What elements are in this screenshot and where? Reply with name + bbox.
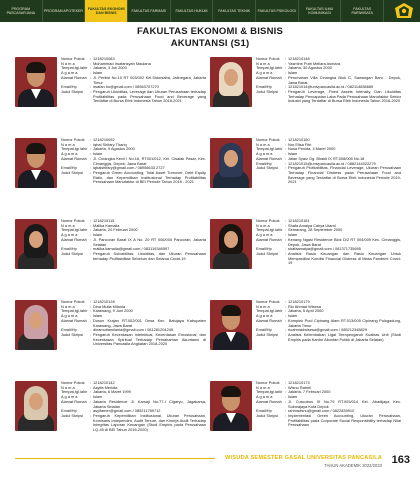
field-value-nama: Nur Elisa Fitri — [288, 141, 312, 147]
field-colon: : — [285, 137, 287, 142]
field-label: Alamat Rumah — [256, 317, 282, 323]
info-line-judul — [256, 166, 401, 185]
field-colon: : — [90, 222, 92, 228]
field-value-nama: Dina Mutia Milania — [93, 303, 126, 309]
graduate-card — [15, 138, 210, 219]
field-value-judul: Pengaruh Green Accounting, Total Asset Turnover, Debt Equity Ratio, dan Kepemilikan Institusional Terhadap Profitabilitas Perusahaan Manufaktur di BEI Periode Tahun 2018 - 2021 — [93, 169, 206, 185]
field-value-ttl: Jakarta, 20 Februari 2000 — [93, 227, 138, 233]
field-colon: : — [285, 155, 287, 161]
field-colon: : — [285, 74, 287, 80]
field-colon: : — [285, 146, 287, 152]
graduate-card — [15, 381, 210, 462]
field-value-nim: 1218210128 — [93, 299, 115, 304]
field-label: Tempat,tgl.lahir — [256, 389, 283, 395]
field-colon: : — [90, 146, 92, 152]
field-colon: : — [285, 313, 287, 319]
graduate-photo — [210, 300, 252, 350]
field-value-alamat: Jalan Syaiz Gg. Bhakti IX RT.008/005 No.18 — [288, 155, 365, 161]
field-colon: : — [90, 218, 92, 223]
graduate-card — [210, 219, 405, 300]
nav-item-4[interactable]: FAKULTAS HUKUM — [171, 0, 214, 22]
field-colon: : — [285, 303, 287, 309]
nav-item-7[interactable]: FAKULTAS ILMU KOMUNIKASI — [299, 0, 342, 22]
graduate-photo — [210, 57, 252, 107]
field-value-nim: 1218210150 — [288, 137, 310, 142]
field-label: Alamat Rumah — [61, 236, 87, 242]
graduate-info — [61, 381, 206, 462]
card-row — [15, 57, 405, 138]
field-colon: : — [90, 227, 92, 233]
graduate-photo — [15, 381, 57, 431]
field-colon: : — [90, 308, 92, 314]
field-label: N a m a — [61, 222, 75, 228]
field-value-email: irsafan.hu@gmail.com / 08563707270 — [93, 84, 159, 90]
field-colon: : — [285, 236, 287, 242]
field-label: Tempat,tgl.lahir — [256, 65, 283, 71]
field-label: Tempat,tgl.lahir — [256, 146, 283, 152]
field-colon: : — [90, 384, 92, 390]
field-value-email: shafaamalya@gmail.com / 081371735695 — [288, 246, 361, 252]
card-row — [15, 138, 405, 219]
info-line-judul — [256, 333, 401, 342]
graduate-info — [256, 138, 401, 219]
field-value-email: rahmiwisnu@gmail.com / 0822835910 — [288, 408, 355, 414]
page-footer — [0, 452, 420, 480]
field-label: N a m a — [256, 141, 270, 147]
info-line-judul — [256, 252, 401, 266]
field-label: Judul Skripsi — [256, 165, 279, 171]
field-colon: : — [90, 60, 92, 66]
field-value-agama: Islam — [288, 232, 298, 238]
info-line-judul — [61, 252, 206, 261]
field-label: Email/Hp — [61, 246, 77, 252]
field-label: Nomor Pokok — [61, 218, 85, 223]
field-value-email: 121821015@univpancasila.ac.id / 0882144022279 — [288, 160, 376, 166]
graduate-info — [61, 138, 206, 219]
graduate-photo — [15, 300, 57, 350]
graduate-info — [256, 381, 401, 462]
field-label: Nomor Pokok — [256, 137, 280, 142]
field-value-ttl: Jakarta, 3 Juli 2000 — [93, 65, 127, 71]
field-colon: : — [90, 317, 92, 323]
field-label: Judul Skripsi — [256, 412, 279, 418]
field-colon: : — [285, 308, 287, 314]
field-value-nama: Malika Kamalia — [93, 222, 120, 228]
field-value-email: 121821014@univpancasila.ac.id / 082114836689 — [288, 84, 374, 90]
field-label: Email/Hp — [256, 246, 272, 252]
info-line-judul — [256, 90, 401, 104]
field-value-alamat: Jl. Cuscubus III No.79 RT.005/014 Kel. Abadijaya Kec. Sukmajaya Kota Depok — [288, 398, 401, 409]
field-value-nama: Asyifa Meridia — [93, 384, 118, 390]
field-value-nim: 1218210083 — [93, 56, 115, 61]
field-value-email: asyifamer@gmail.com / 085211789712 — [93, 408, 161, 414]
page-number: 163 — [391, 454, 410, 466]
field-value-nama: Muhammad Irsafansyah Maulana — [93, 60, 151, 66]
field-value-agama: Islam — [93, 232, 103, 238]
field-label: Judul Skripsi — [256, 331, 279, 337]
field-label: Nomor Pokok — [61, 299, 85, 304]
field-label: A g a m a — [61, 70, 78, 76]
field-colon: : — [285, 394, 287, 400]
field-colon: : — [90, 56, 92, 61]
field-label: Email/Hp — [256, 327, 272, 333]
graduate-info — [61, 300, 206, 381]
field-label: Tempat,tgl.lahir — [61, 227, 88, 233]
field-value-nama: Wisnu Rahmi — [288, 384, 312, 390]
field-label: Nomor Pokok — [61, 380, 85, 385]
field-colon: : — [90, 88, 92, 94]
footer-divider — [15, 458, 215, 459]
field-value-alamat: Jl. Cinangka Kecil I No.16, RT001/012, Kel. Cisalak Pasar, Kec. Cimanggis, Depok, Jawa Barat — [93, 155, 206, 166]
field-label: Email/Hp — [256, 408, 272, 414]
graduate-info — [256, 300, 401, 381]
field-label: Nomor Pokok — [256, 218, 280, 223]
field-value-agama: Islam — [288, 394, 298, 400]
field-colon: : — [285, 412, 287, 418]
field-label: Alamat Rumah — [256, 74, 282, 80]
graduate-info — [256, 57, 401, 138]
info-line-judul — [256, 414, 401, 428]
field-colon: : — [285, 232, 287, 238]
field-value-judul: Pengaruh Kepemilikan Institusional, Ukuran Perusahaan, Komisaris Independen, Audit Tenure, dan Kinerja Audit Terhadap Integritas Laporan Keuangan (Studi Empiris pada Perusahaan LQ-45 di BEI Tahun 2016-2020) — [93, 412, 206, 433]
field-value-ttl: Nusa Penida, 4 Maret 2000 — [288, 146, 336, 152]
field-label: A g a m a — [256, 232, 273, 238]
field-value-nama: Iqbal Shifary Thariq — [93, 141, 127, 147]
field-colon: : — [90, 155, 92, 161]
field-colon: : — [285, 250, 287, 256]
field-label: N a m a — [256, 222, 270, 228]
field-label: Tempat,tgl.lahir — [256, 227, 283, 233]
field-label: N a m a — [256, 303, 270, 309]
field-label: Email/Hp — [256, 160, 272, 166]
field-value-email: iqbalshifary@gmail.com / 08956633 2727 — [93, 165, 165, 171]
field-colon: : — [285, 65, 287, 71]
field-colon: : — [90, 313, 92, 319]
field-colon: : — [285, 222, 287, 228]
field-label: A g a m a — [256, 70, 273, 76]
field-label: Alamat Rumah — [61, 155, 87, 161]
info-line-judul — [61, 90, 206, 104]
field-colon: : — [285, 88, 287, 94]
info-line-judul — [61, 414, 206, 433]
field-value-judul: Pengaruh Kecerdasan Intelektual, Kecerdasan Emosional, dan Kecerdasan Spiritual Terhadap Pemahaman Akuntansi di Universitas Pancasila Angkatan 2018-2020 — [93, 331, 206, 347]
field-colon: : — [285, 299, 287, 304]
field-value-agama: Islam — [93, 70, 103, 76]
field-value-ttl: Jakarta, 6 Maret 1999 — [93, 389, 131, 395]
card-row — [15, 381, 405, 462]
graduate-card — [210, 300, 405, 381]
field-value-agama: Islam — [288, 313, 298, 319]
field-colon: : — [285, 60, 287, 66]
field-label: Alamat Rumah — [256, 155, 282, 161]
field-label: Alamat Rumah — [256, 398, 282, 404]
field-label: A g a m a — [61, 232, 78, 238]
field-label: Judul Skripsi — [61, 331, 84, 337]
field-colon: : — [285, 218, 287, 223]
field-colon: : — [285, 246, 287, 252]
university-logo-icon — [394, 2, 414, 20]
card-row — [15, 219, 405, 300]
field-colon: : — [285, 398, 287, 404]
field-colon: : — [285, 160, 287, 166]
field-label: Nomor Pokok — [256, 56, 280, 61]
field-label: Judul Skripsi — [61, 250, 84, 256]
field-label: N a m a — [256, 60, 270, 66]
field-colon: : — [90, 412, 92, 418]
field-colon: : — [90, 246, 92, 252]
field-value-nim: 1218210115 — [93, 218, 115, 223]
info-line-judul — [61, 333, 206, 347]
field-label: Tempat,tgl.lahir — [61, 65, 88, 71]
program-title: AKUNTANSI (S1) — [170, 38, 250, 49]
graduate-photo — [210, 381, 252, 431]
field-label: A g a m a — [61, 151, 78, 157]
field-label: A g a m a — [61, 394, 78, 400]
field-colon: : — [285, 331, 287, 337]
footer-subtitle: TAHUN AKADEMIK 2022/2023 — [324, 463, 382, 468]
field-colon: : — [285, 141, 287, 147]
nav-item-0[interactable]: PROGRAM PASCASARJANA — [0, 0, 43, 22]
field-value-email: dinamutiamilania@gmail.com / 081281204245 — [93, 327, 174, 333]
field-value-nim: 1218210092 — [93, 137, 115, 142]
field-colon: : — [90, 408, 92, 414]
field-value-agama: Islam — [288, 151, 298, 157]
field-value-agama: Islam — [93, 151, 103, 157]
field-value-agama: Islam — [288, 70, 298, 76]
graduate-card — [210, 381, 405, 462]
field-value-ttl: Jakarta, 5 April 2000 — [288, 308, 324, 314]
field-value-nim: 1218210142 — [93, 380, 115, 385]
field-value-nim: 1218210179 — [288, 299, 310, 304]
top-navigation-bar — [0, 0, 420, 22]
field-colon: : — [90, 65, 92, 71]
field-label: Email/Hp — [61, 408, 77, 414]
field-colon: : — [90, 236, 92, 242]
field-label: Tempat,tgl.lahir — [61, 389, 88, 395]
field-label: N a m a — [61, 384, 75, 390]
graduate-card — [210, 138, 405, 219]
field-colon: : — [285, 151, 287, 157]
field-colon: : — [90, 327, 92, 333]
field-value-ttl: Jakarta, 7 Februari 2000 — [288, 389, 331, 395]
field-colon: : — [90, 299, 92, 304]
graduate-grid — [15, 57, 405, 462]
field-colon: : — [285, 84, 287, 90]
graduate-info — [61, 219, 206, 300]
graduate-card — [15, 219, 210, 300]
field-colon: : — [90, 389, 92, 395]
field-colon: : — [90, 394, 92, 400]
field-value-alamat: Kenang Ngasi Residence Blok D/2 RT 004/009 Kec. Cimanggis, Depok, Jawa Barat — [288, 236, 401, 247]
field-colon: : — [90, 250, 92, 256]
field-value-alamat: Jl. Pancoran Barat IX A No. 20 RT 006/004 Pancoran, Jakarta Selatan — [93, 236, 206, 247]
field-value-alamat: Jakarta Residence Jl. Karsaji No.77-I Cigaryo, Jagakarsa, Jakarta Selatan — [93, 398, 206, 409]
faculty-nav — [0, 0, 384, 22]
field-colon: : — [90, 70, 92, 76]
field-value-ttl: Jakarta, 30 Agustus 2000 — [288, 65, 332, 71]
graduate-photo — [15, 219, 57, 269]
field-value-ttl: Karawang, 9 Juni 2000 — [93, 308, 133, 314]
field-label: Email/Hp — [61, 165, 77, 171]
field-colon: : — [90, 232, 92, 238]
graduate-photo — [15, 57, 57, 107]
field-colon: : — [90, 303, 92, 309]
field-label: A g a m a — [256, 313, 273, 319]
graduate-card — [15, 300, 210, 381]
faculty-title: FAKULTAS EKONOMI & BISNIS — [136, 26, 284, 37]
field-label: Email/Hp — [61, 84, 77, 90]
nav-item-3[interactable]: FAKULTAS FARMASI — [128, 0, 171, 22]
field-label: Email/Hp — [256, 84, 272, 90]
field-label: Alamat Rumah — [256, 236, 282, 242]
field-colon: : — [90, 398, 92, 404]
field-label: Alamat Rumah — [61, 398, 87, 404]
field-label: Email/Hp — [61, 327, 77, 333]
field-label: Tempat,tgl.lahir — [61, 146, 88, 152]
field-label: Nomor Pokok — [61, 56, 85, 61]
field-value-judul: Analisis Rasio Keuangan dan Rasio Keuangan Untuk Memprediksi Kondisi Financial Distress di Masa Pandemi Covid-19 — [288, 250, 401, 266]
field-label: N a m a — [256, 384, 270, 390]
field-colon: : — [285, 317, 287, 323]
nav-item-1[interactable]: PROGRAM APOTEKER — [43, 0, 86, 22]
field-colon: : — [90, 74, 92, 80]
field-value-nama: Shafa Amalya Cahya Utami — [288, 222, 336, 228]
field-colon: : — [285, 380, 287, 385]
page-title — [0, 26, 420, 49]
graduate-photo — [15, 138, 57, 188]
field-value-email: rioahmadwisesa@gmail.com / 085212348829 — [288, 327, 367, 333]
graduate-photo — [210, 138, 252, 188]
field-colon: : — [285, 327, 287, 333]
field-label: Nomor Pokok — [256, 380, 280, 385]
field-colon: : — [90, 380, 92, 385]
field-label: A g a m a — [256, 394, 273, 400]
field-label: N a m a — [61, 141, 75, 147]
field-value-alamat: Jl. Pertiwi No.10 RT 003/002 Kel.Sidorsaba, Jatinegara, Jakarta Timur — [93, 74, 206, 85]
field-label: Judul Skripsi — [256, 250, 279, 256]
field-colon: : — [90, 169, 92, 175]
field-label: Nomor Pokok — [256, 299, 280, 304]
field-label: Alamat Rumah — [61, 317, 87, 323]
nav-item-5[interactable]: FAKULTAS TEKNIK — [213, 0, 256, 22]
field-label: Judul Skripsi — [61, 412, 84, 418]
field-value-judul: Implementasi Green Accounting, Ukuran Perusahaan, Profitabilitas pada Corporate Social Responsibility terhadap Nilai Perusahaan — [288, 412, 401, 428]
field-colon: : — [285, 70, 287, 76]
nav-item-6[interactable]: FAKULTAS PSIKOLOGI — [256, 0, 299, 22]
field-value-nim: 1218210181 — [288, 218, 310, 223]
card-row — [15, 300, 405, 381]
field-value-nim: 1218210148 — [288, 56, 310, 61]
nav-item-8[interactable]: FAKULTAS PARIWISATA — [341, 0, 384, 22]
field-value-email: malika.kamalia@gmail.com / 083119346597 — [93, 246, 170, 252]
field-label: N a m a — [61, 303, 75, 309]
field-label: A g a m a — [256, 151, 273, 157]
field-value-ttl: Jakarta, 9 Agustus 2000 — [93, 146, 135, 152]
field-value-judul: Pengaruh Leverage, Fixed Assets Intensity, Dan Likuiditas Terhadap Pencapaian Laba Pada Perusahaan Manufaktur Sektor Industri yang Terdaftar di Bursa Efek Indonesia Tahun 2016-2020 — [288, 88, 401, 104]
field-colon: : — [90, 137, 92, 142]
field-colon: : — [90, 151, 92, 157]
field-colon: : — [285, 408, 287, 414]
field-value-alamat: Komplek Pool Cipinang Alam RT.013/005 Cipinang Pulogadung, Jakarta Timur — [288, 317, 401, 328]
field-label: A g a m a — [61, 313, 78, 319]
field-colon: : — [285, 389, 287, 395]
field-value-nim: 1218210173 — [288, 380, 310, 385]
field-label: Judul Skripsi — [256, 88, 279, 94]
field-value-alamat: Dusun Krajan RT.002/001 Desa Kec. Batujaya Kabupaten Karawang, Jawa Barat — [93, 317, 206, 328]
field-colon: : — [90, 84, 92, 90]
graduate-info — [61, 57, 206, 138]
field-colon: : — [90, 165, 92, 171]
field-colon: : — [90, 331, 92, 337]
graduate-card — [15, 57, 210, 138]
field-value-judul: Pengaruh Likuiditas, Leverage dan Ukuran Perusahaan terhadap Profitabilitas pada Perusahaan Food and Beverage yang Terdaftar di Bursa Efek Indonesia Tahun 2018-2021 — [93, 88, 206, 104]
footer-title: WISUDA SEMESTER GASAL UNIVERSITAS PANCASILA — [225, 455, 382, 461]
field-colon: : — [285, 384, 287, 390]
field-value-judul: Pengaruh Profitabilitas, Financial Leverage, Ukuran Perusahaan Terhadap Financial Distress pada Perusahaan Food and Beverage yang Terdaftar di Bursa Efek Indonesia Periode 2019-2021 — [288, 165, 401, 185]
field-value-agama: Islam — [93, 313, 103, 319]
graduate-photo — [210, 219, 252, 269]
nav-item-2[interactable]: FAKULTAS EKONOMI DAN BISNIS — [85, 0, 128, 22]
field-colon: : — [285, 227, 287, 233]
field-value-judul: Pengaruh Solvabilitas, Likuiditas, dan Ukuran Perusahaan terhadap Profitabilitas Sebelum dan Selama Covid-19 — [93, 250, 206, 261]
field-label: Alamat Rumah — [61, 74, 87, 80]
field-value-nama: Yasmine Putri Mellara Asmara — [288, 60, 341, 66]
info-line-judul — [61, 171, 206, 185]
graduate-info — [256, 219, 401, 300]
field-label: Tempat,tgl.lahir — [61, 308, 88, 314]
field-value-ttl: Semarang, 28 September 2000 — [288, 227, 343, 233]
field-colon: : — [285, 56, 287, 61]
field-colon: : — [90, 141, 92, 147]
field-label: Nomor Pokok — [61, 137, 85, 142]
field-value-nama: Rio Ahmad Wisesa — [288, 303, 321, 309]
field-value-judul: Analisis Kelembaban Ligai Teenpengaruh Kualitas Unit (Studi Empiris pada Kantor Akuntan Publik di Jakarta Selatan) — [288, 331, 401, 342]
field-label: Judul Skripsi — [61, 169, 84, 175]
field-value-alamat: Perumahan Villa Cinangka Blok C, Sawangan Baru - Depok, Jawa Barat — [288, 74, 401, 85]
field-label: Judul Skripsi — [61, 88, 84, 94]
field-label: N a m a — [61, 60, 75, 66]
field-colon: : — [285, 165, 287, 171]
field-value-agama: Islam — [93, 394, 103, 400]
graduate-card — [210, 57, 405, 138]
field-label: Tempat,tgl.lahir — [256, 308, 283, 314]
